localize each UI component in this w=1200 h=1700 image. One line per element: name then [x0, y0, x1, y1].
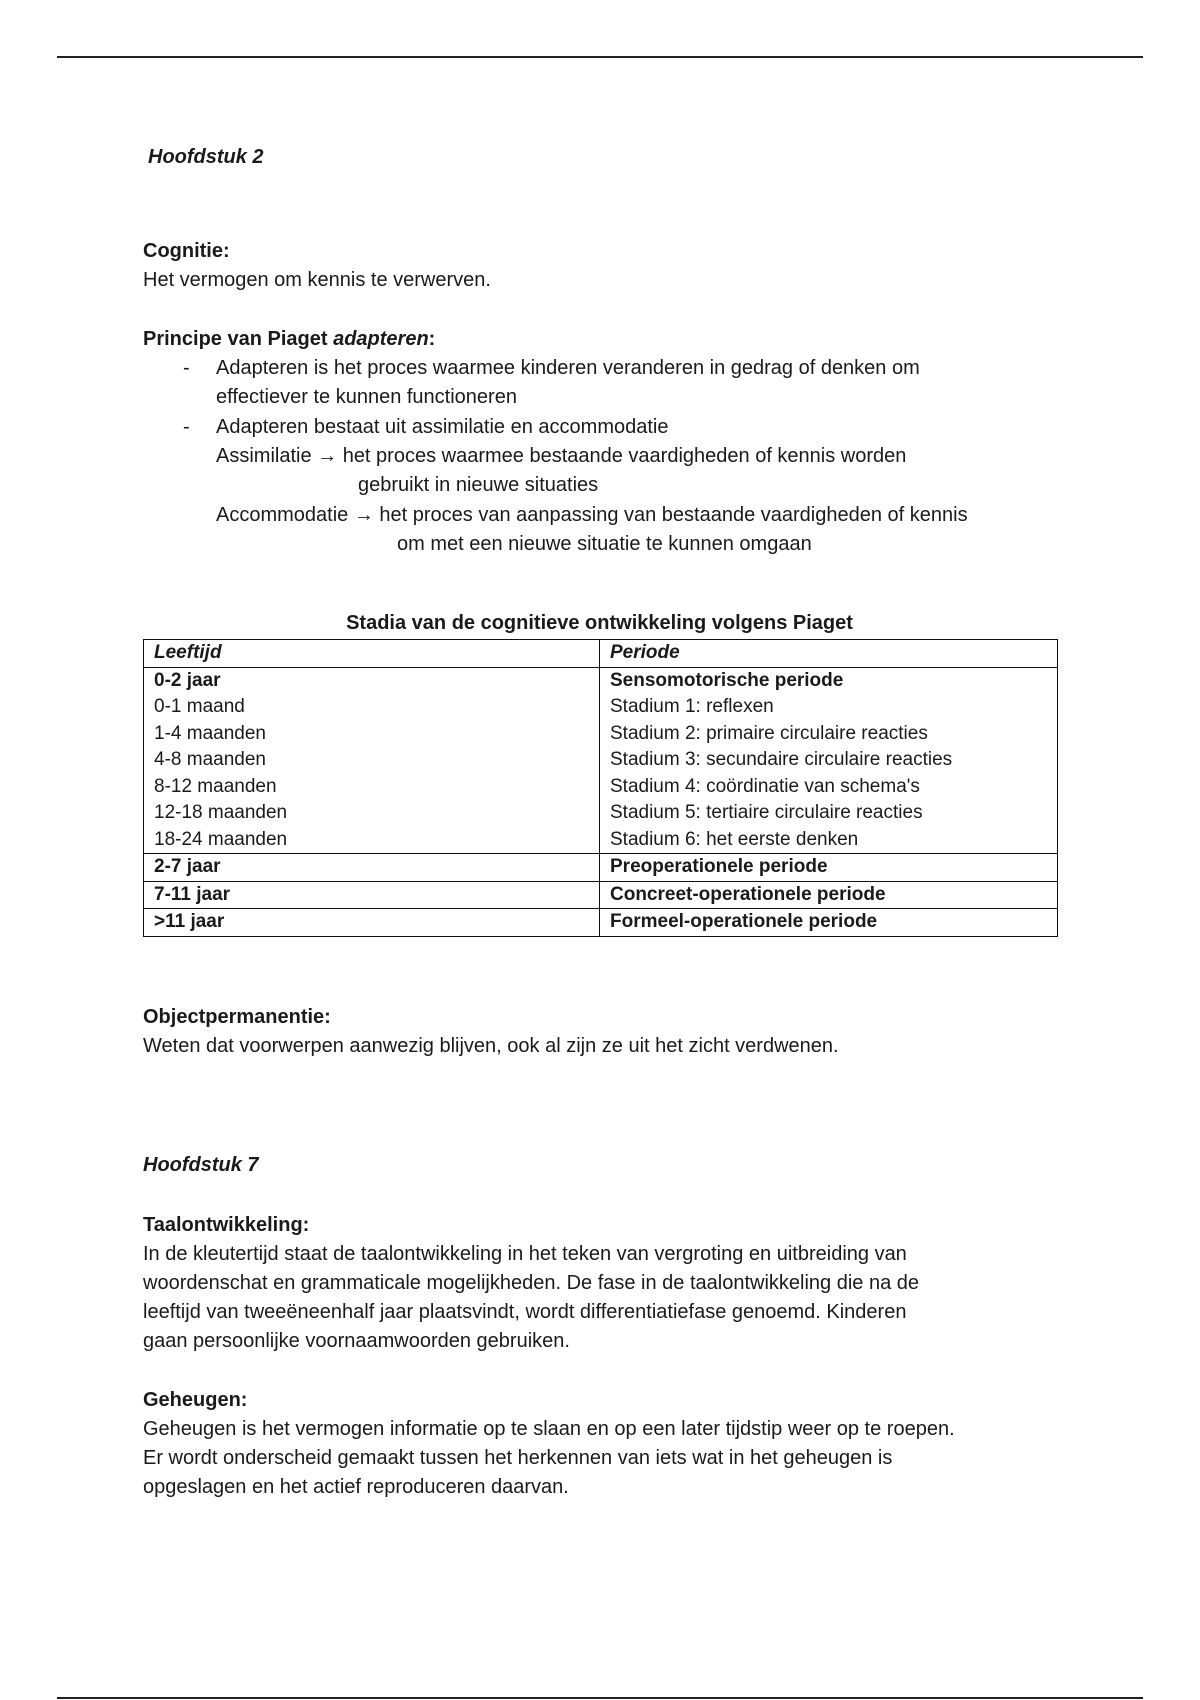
assimilatie-line-1: Assimilatie → het proces waarmee bestaande vaardigheden of kennis worden: [216, 445, 907, 467]
period-sub: Stadium 2: primaire circulaire reacties: [610, 722, 928, 744]
objectpermanentie-text: Weten dat voorwerpen aanwezig blijven, ook al zijn ze uit het zicht verdwenen.: [143, 1035, 839, 1057]
paragraph-line: woordenschat en grammaticale mogelijkheden. De fase in de taalontwikkeling die na de: [143, 1272, 920, 1294]
paragraph-line: Er wordt onderscheid gemaakt tussen het herkennen van iets wat in het geheugen is: [143, 1447, 893, 1469]
age-sub: 8-12 maanden: [154, 775, 277, 797]
assimilatie-line-2: gebruikt in nieuwe situaties: [358, 474, 599, 496]
bullet-1-symbol: -: [183, 357, 190, 379]
bullet-1-text: [216, 354, 1066, 412]
accommodatie-line-1: Accommodatie → het proces van aanpassing van bestaande vaardigheden of kennis: [216, 504, 968, 526]
paragraph-line: gaan persoonlijke voornaamwoorden gebruiken.: [143, 1330, 570, 1352]
piaget-stages-table: [143, 639, 1058, 937]
bullet-1-line-2: effectiever te kunnen functioneren: [216, 386, 517, 408]
piaget-heading-bold: Principe van Piaget: [143, 328, 334, 350]
table-cell-period: Formeel-operationele periode: [600, 909, 1058, 937]
age-sub: 1-4 maanden: [154, 722, 266, 744]
table-row: [144, 854, 1058, 882]
bullet-1-line-1: Adapteren is het proces waarmee kinderen veranderen in gedrag of denken om: [216, 357, 920, 379]
cognitie-text: Het vermogen om kennis te verwerven.: [143, 269, 491, 291]
cognitie-heading: Cognitie:: [143, 240, 230, 262]
accommodatie-definition: [216, 501, 1066, 559]
age-sub: 4-8 maanden: [154, 749, 266, 770]
table-cell-age: 7-11 jaar: [144, 881, 600, 909]
table-cell-period: Concreet-operationele periode: [600, 881, 1058, 909]
paragraph-line: In de kleutertijd staat de taalontwikkeling in het teken van vergroting en uitbreiding van: [143, 1243, 907, 1265]
geheugen-heading: Geheugen:: [143, 1389, 248, 1411]
top-page-rule: [57, 56, 1143, 58]
piaget-heading-colon: :: [428, 328, 436, 350]
period-main: Sensomotorische periode: [610, 669, 844, 691]
age-sub: 18-24 maanden: [154, 828, 288, 850]
paragraph-line: opgeslagen en het actief reproduceren daarvan.: [143, 1476, 569, 1498]
table-row: [144, 909, 1058, 937]
period-sub: Stadium 5: tertiaire circulaire reacties: [610, 802, 923, 823]
taalontwikkeling-heading: Taalontwikkeling:: [143, 1214, 310, 1236]
chapter-7-title: Hoofdstuk 7: [143, 1154, 259, 1176]
objectpermanentie-heading: Objectpermanentie:: [143, 1006, 331, 1028]
piaget-heading-italic: adapteren: [333, 328, 429, 350]
age-sub: 0-1 maand: [154, 696, 245, 717]
table-row: [144, 881, 1058, 909]
paragraph-line: leeftijd van tweeëneenhalf jaar plaatsvindt, wordt differentiatiefase genoemd. Kinderen: [143, 1301, 907, 1323]
assimilatie-definition: [216, 442, 1066, 500]
geheugen-paragraph: [143, 1415, 955, 1502]
table-cell-age: [144, 667, 600, 854]
table-cell-age: 2-7 jaar: [144, 854, 600, 882]
period-sub: Stadium 6: het eerste denken: [610, 828, 859, 850]
age-main: 0-2 jaar: [154, 669, 221, 691]
table-cell-period: [600, 667, 1058, 854]
age-sub: 12-18 maanden: [154, 802, 288, 823]
accommodatie-line-2: om met een nieuwe situatie te kunnen omgaan: [397, 533, 812, 555]
bullet-2-symbol: -: [183, 416, 190, 438]
period-sub: Stadium 3: secundaire circulaire reacties: [610, 749, 953, 770]
table-header-row: [144, 640, 1058, 668]
paragraph-line: Geheugen is het vermogen informatie op te slaan en op een later tijdstip weer op te roepen.: [143, 1418, 955, 1440]
taalontwikkeling-paragraph: [143, 1240, 919, 1356]
table-cell-period: Preoperationele periode: [600, 854, 1058, 882]
table-cell-age: >11 jaar: [144, 909, 600, 937]
table-title: Stadia van de cognitieve ontwikkeling volgens Piaget: [346, 612, 853, 634]
period-sub: Stadium 4: coördinatie van schema's: [610, 775, 920, 797]
period-sub: Stadium 1: reflexen: [610, 696, 774, 717]
table-row: [144, 667, 1058, 854]
chapter-2-title: Hoofdstuk 2: [148, 146, 264, 168]
bottom-page-rule: [57, 1697, 1143, 1699]
piaget-heading: [143, 325, 435, 354]
header-periode: Periode: [600, 640, 1058, 668]
header-leeftijd: Leeftijd: [144, 640, 600, 668]
bullet-2-text: Adapteren bestaat uit assimilatie en accommodatie: [216, 416, 669, 438]
